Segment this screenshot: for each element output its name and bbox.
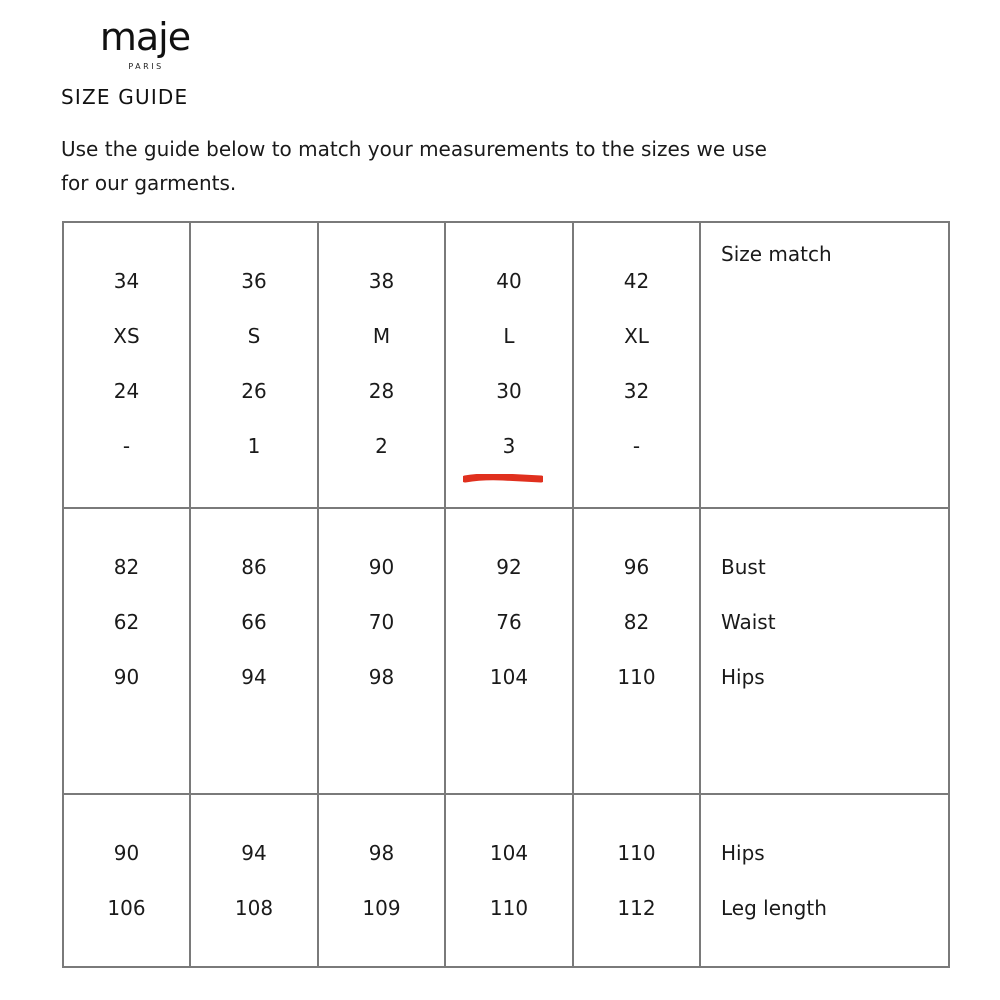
body-value: 66	[241, 610, 267, 634]
body-value: 110	[617, 665, 656, 689]
size-value: 38	[368, 269, 395, 293]
size-cell-col3	[319, 223, 446, 509]
intro-line-1: Use the guide below to match your measurements to the sizes we use	[61, 137, 767, 161]
body-cell-col4	[446, 509, 574, 795]
leg-cell-col3	[319, 795, 446, 968]
intro-line-2: for our garments.	[61, 171, 237, 195]
body-value: 94	[241, 665, 267, 689]
size-value: 28	[368, 379, 395, 403]
size-value: 26	[241, 379, 267, 403]
label-bust: Bust	[721, 555, 766, 579]
size-match-header: Size match	[721, 242, 832, 266]
logo-city: PARIS	[128, 62, 164, 71]
logo-wordmark: maje	[99, 15, 191, 59]
leg-value: 110	[617, 841, 656, 865]
leg-value: 110	[489, 896, 529, 920]
size-value: 40	[496, 269, 522, 293]
size-value: 42	[623, 269, 650, 293]
body-value: 90	[368, 555, 395, 579]
size-cell-col1	[64, 223, 191, 509]
page-title: SIZE GUIDE	[61, 85, 189, 109]
body-value: 92	[496, 555, 522, 579]
size-value: S	[247, 324, 261, 348]
label-hips: Hips	[721, 665, 765, 689]
body-value: 96	[623, 555, 650, 579]
size-value: 1	[247, 434, 261, 458]
body-cell-col3	[319, 509, 446, 795]
intro-text	[61, 132, 801, 200]
body-label-cell	[701, 509, 950, 795]
maje-paris-logo	[95, 14, 195, 71]
body-value: 62	[113, 610, 140, 634]
label-waist: Waist	[721, 610, 776, 634]
leg-value: 94	[241, 841, 267, 865]
leg-cell-col1	[64, 795, 191, 968]
body-value: 98	[368, 665, 395, 689]
body-value: 82	[113, 555, 140, 579]
size-value: 3	[502, 434, 516, 458]
size-value: M	[372, 324, 391, 348]
size-value: -	[632, 434, 641, 458]
body-value: 86	[241, 555, 267, 579]
body-value: 90	[113, 665, 140, 689]
leg-value: 109	[362, 896, 401, 920]
body-cell-col1	[64, 509, 191, 795]
leg-cell-col2	[191, 795, 319, 968]
body-value: 70	[368, 610, 395, 634]
size-label-cell	[701, 223, 950, 509]
leg-value: 106	[107, 896, 146, 920]
size-cell-col4	[446, 223, 574, 509]
size-value: 2	[375, 434, 388, 458]
leg-value: 108	[234, 896, 274, 920]
body-cell-col5	[574, 509, 701, 795]
leg-value: 104	[489, 841, 529, 865]
leg-value: 90	[113, 841, 140, 865]
size-value: 32	[623, 379, 650, 403]
size-cell-col5	[574, 223, 701, 509]
size-value: L	[503, 324, 515, 348]
size-value: 34	[113, 269, 140, 293]
leg-cell-col5	[574, 795, 701, 968]
body-cell-col2	[191, 509, 319, 795]
body-value: 82	[623, 610, 650, 634]
size-value: 24	[113, 379, 140, 403]
size-value: 30	[496, 379, 522, 403]
leg-label-cell	[701, 795, 950, 968]
body-value: 76	[496, 610, 522, 634]
leg-cell-col4	[446, 795, 574, 968]
leg-value: 98	[368, 841, 395, 865]
size-value: XL	[624, 324, 649, 348]
red-underline-marker	[463, 474, 543, 483]
size-guide-table	[62, 221, 950, 968]
label-leg-length: Leg length	[721, 896, 827, 920]
label-hips: Hips	[721, 841, 765, 865]
size-value: 36	[241, 269, 267, 293]
size-cell-col2	[191, 223, 319, 509]
size-value: XS	[113, 324, 140, 348]
leg-value: 112	[617, 896, 656, 920]
body-value: 104	[489, 665, 529, 689]
size-value: -	[122, 434, 131, 458]
